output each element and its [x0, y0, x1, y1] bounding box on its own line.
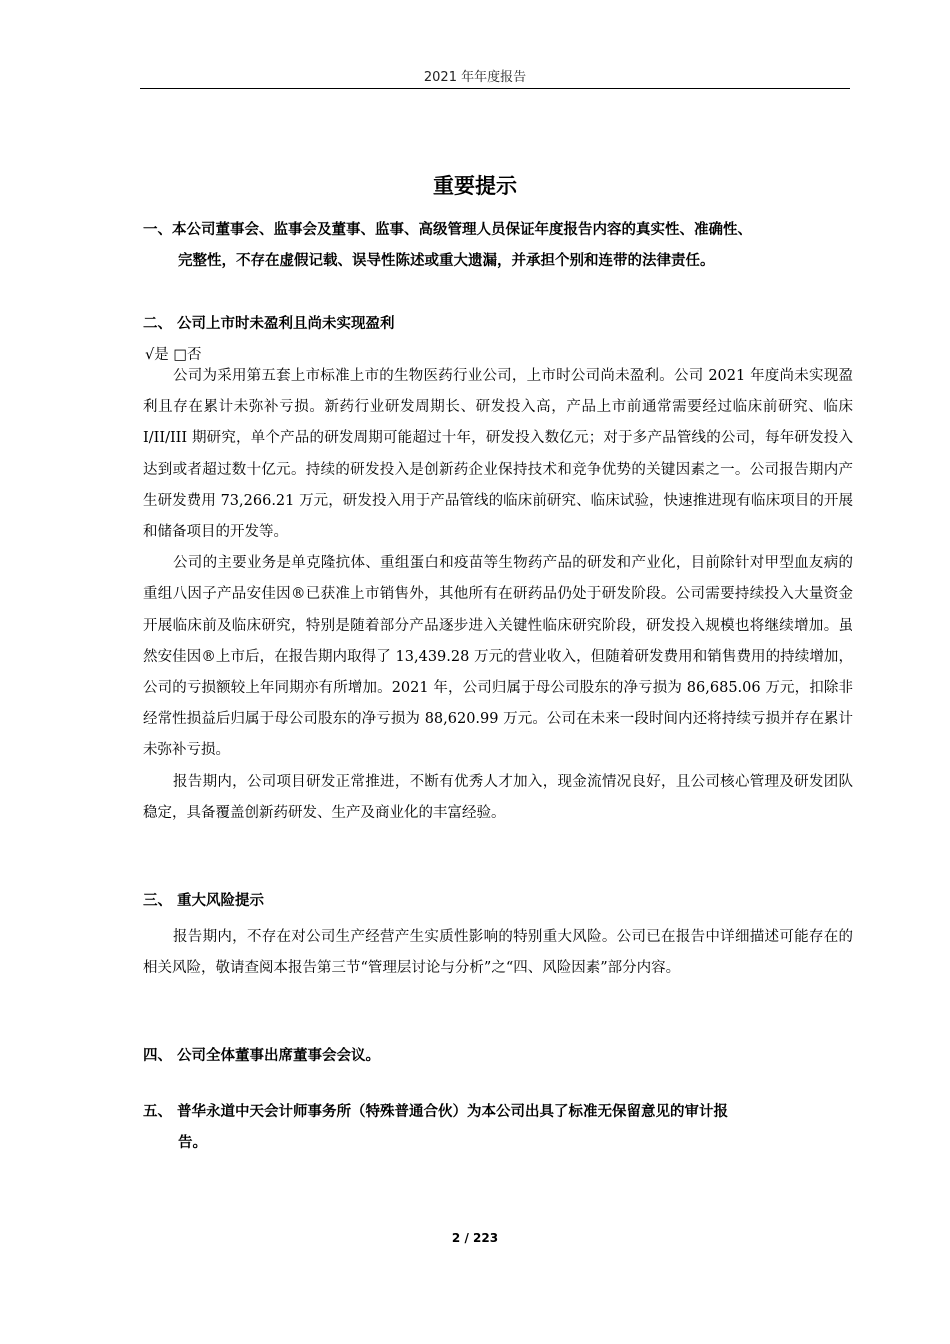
page-number: 2 / 223	[451, 1231, 499, 1245]
section-3-body	[143, 922, 853, 984]
section-1-line-1: 一、本公司董事会、监事会及董事、监事、高级管理人员保证年度报告内容的真实性、准确性、	[143, 222, 752, 238]
page-header: 2021 年年度报告	[423, 70, 527, 85]
section-3-paragraph: 报告期内，不存在对公司生产经营产生实质性影响的特别重大风险。公司已在报告中详细描述可能存在的相关风险，敬请查阅本报告第三节“管理层讨论与分析”之“四、风险因素”部分内容。	[143, 929, 853, 977]
section-2-body	[143, 361, 853, 829]
section-4-heading-text: 四、 公司全体董事出席董事会会议。	[143, 1048, 381, 1064]
section-3-heading-text: 三、 重大风险提示	[143, 893, 265, 909]
section-5-line-1: 五、 普华永道中天会计师事务所（特殊普通合伙）为本公司出具了标准无保留意见的审计报	[143, 1104, 729, 1120]
profit-checkbox-row: √是 □否	[145, 347, 202, 363]
section-2-heading	[143, 309, 855, 340]
section-4-heading	[143, 1041, 855, 1072]
section-2-paragraph: 公司为采用第五套上市标准上市的生物医药行业公司，上市时公司尚未盈利。公司 2021 年度尚未实现盈利且存在累计未弥补亏损。新药行业研发周期长、研发投入高，产品上市前通常需要经过临床前研究、临床 I/II/III 期研究，单个产品的研发周期可能超过十年，研发投入数亿元；对于多产品管线的公司，每年研发投入达到或者超过数十亿元。持续的研发投入是创新药企业保持技术和竞争优势的关键因素之一。公司报告期内产生研发费用 73,266.21 万元，研发投入用于产品管线的临床前研究、临床试验，快速推进现有临床项目的开展和储备项目的开发等。	[143, 368, 853, 541]
section-2-paragraph: 报告期内，公司项目研发正常推进，不断有优秀人才加入，现金流情况良好，且公司核心管理及研发团队稳定，具备覆盖创新药研发、生产及商业化的丰富经验。	[143, 773, 853, 821]
section-1	[143, 215, 855, 277]
section-5	[143, 1097, 855, 1159]
section-5-line-2: 告。	[178, 1135, 207, 1151]
section-2-heading-text: 二、 公司上市时未盈利且尚未实现盈利	[143, 316, 395, 332]
section-2-paragraph: 公司的主要业务是单克隆抗体、重组蛋白和疫苗等生物药产品的研发和产业化，目前除针对甲型血友病的重组八因子产品安佳因®已获准上市销售外，其他所有在研药品仍处于研发阶段。公司需要持续投入大量资金开展临床前及临床研究，特别是随着部分产品逐步进入关键性临床研究阶段，研发投入规模也将继续增加。虽然安佳因®上市后，在报告期内取得了 13,439.28 万元的营业收入，但随着研发费用和销售费用的持续增加，公司的亏损额较上年同期亦有所增加。2021 年，公司归属于母公司股东的净亏损为 86,685.06 万元，扣除非经常性损益后归属于母公司股东的净亏损为 88,620.99 万元。公司在未来一段时间内还将持续亏损并存在累计未弥补亏损。	[143, 555, 853, 759]
header-divider	[140, 88, 850, 89]
section-1-line-2: 完整性，不存在虚假记载、误导性陈述或重大遗漏，并承担个别和连带的法律责任。	[178, 253, 715, 269]
section-3-heading	[143, 886, 855, 917]
page-title: 重要提示	[433, 174, 517, 198]
